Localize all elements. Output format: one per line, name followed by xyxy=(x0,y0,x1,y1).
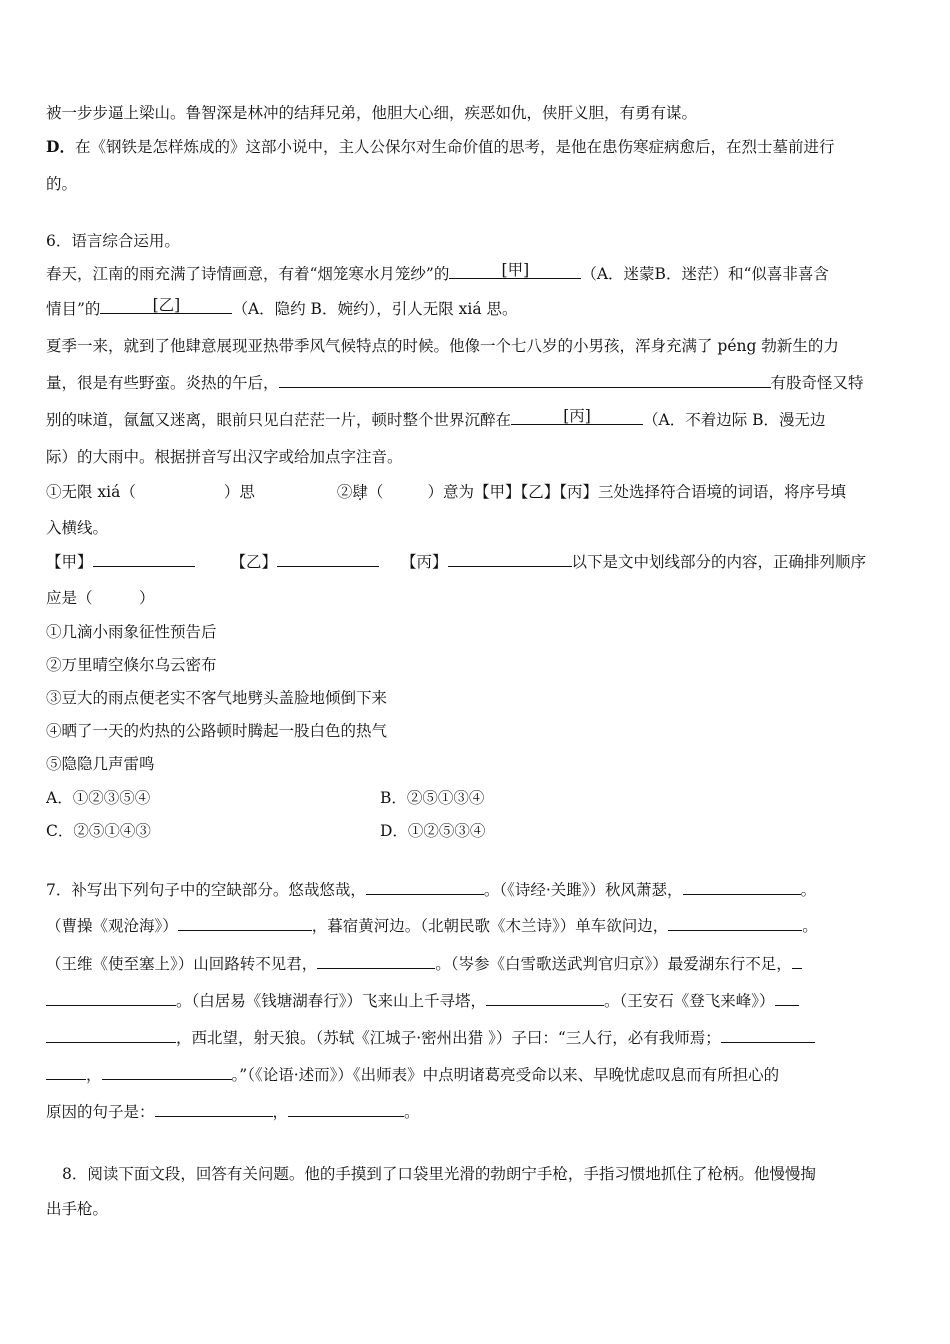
answer-blank[interactable] xyxy=(46,991,176,1006)
text-line: 情目”的 [乙] （A．隐约 B．婉约），引人无限 xiá 思。 xyxy=(46,296,518,318)
answer-blank[interactable] xyxy=(792,954,802,969)
answer-blank[interactable] xyxy=(279,373,771,388)
question-7: 7．补写出下列句子中的空缺部分。悠哉悠哉， 。（《诗经·关雎》）秋风萧瑟， 。 xyxy=(46,881,817,899)
answer-blank[interactable] xyxy=(178,916,312,931)
answer-blank[interactable] xyxy=(721,1028,815,1043)
list-item: ①几滴小雨象征性预告后 xyxy=(46,623,217,641)
text-line: 出手枪。 xyxy=(46,1200,109,1218)
text-line: 原因的句子是： ， 。 xyxy=(46,1103,420,1121)
text-line: 。（白居易《钱塘湖春行》）飞来山上千寻塔， 。（王安石《登飞来峰》） xyxy=(46,991,799,1011)
list-item: ③豆大的雨点便老实不客气地劈头盖脸地倾倒下来 xyxy=(46,689,388,707)
option-letter: D． xyxy=(46,137,75,156)
option-d[interactable]: D．①②⑤③④ xyxy=(380,822,486,840)
text-line: 应是（ ） xyxy=(46,589,155,607)
text-line: 入横线。 xyxy=(46,519,109,537)
list-item: ②万里晴空倏尔乌云密布 xyxy=(46,656,217,674)
text-line: 的。 xyxy=(46,175,78,193)
answer-blank[interactable]: [丙] xyxy=(511,410,643,425)
answer-blank[interactable] xyxy=(46,1065,86,1080)
answer-blank[interactable] xyxy=(288,1102,404,1117)
option-c[interactable]: C．②⑤①④③ xyxy=(46,822,151,840)
question-6-title: 6．语言综合运用。 xyxy=(46,232,180,250)
option-a[interactable]: A．①②③⑤④ xyxy=(46,789,151,807)
answer-blank[interactable] xyxy=(102,1065,232,1080)
answer-blank[interactable] xyxy=(317,954,435,969)
text-line: 【甲】 【乙】 【丙】 以下是文中划线部分的内容，正确排列顺序 xyxy=(46,553,867,571)
list-item: ⑤隐隐几声雷鸣 xyxy=(46,755,155,773)
text-line: ，西北望，射天狼。（苏轼《江城子·密州出猎 》）子曰：“三人行，必有我师焉； xyxy=(46,1028,815,1048)
answer-blank[interactable]: [甲] xyxy=(449,264,581,279)
answer-blank[interactable] xyxy=(46,1028,176,1043)
answer-blank[interactable] xyxy=(277,552,379,567)
text-line: 别的味道，氤氲又迷离，眼前只见白茫茫一片，顿时整个世界沉醉在 [丙] （A．不着边际 B．漫无边 xyxy=(46,407,826,429)
text-line: 被一步步逼上梁山。鲁智深是林冲的结拜兄弟，他胆大心细，疾恶如仇，侠肝义胆，有勇有谋。 xyxy=(46,104,698,122)
text-line: （曹操《观沧海》） ，暮宿黄河边。（北朝民歌《木兰诗》）单车欲问边， 。 xyxy=(46,917,818,935)
answer-blank[interactable] xyxy=(93,552,195,567)
answer-blank[interactable] xyxy=(448,552,572,567)
answer-blank[interactable] xyxy=(683,880,801,895)
answer-blank[interactable] xyxy=(486,991,604,1006)
text-line: 春天，江南的雨充满了诗情画意，有着“烟笼寒水月笼纱”的 [甲] （A．迷蒙B．迷茫）和“似喜非喜含 xyxy=(46,261,829,283)
question-8: 8．阅读下面文段，回答有关问题。他的手摸到了口袋里光滑的勃朗宁手枪，手指习惯地抓住了枪柄。他慢慢掏 xyxy=(62,1165,816,1183)
answer-blank[interactable]: [乙] xyxy=(100,299,232,314)
answer-blank[interactable] xyxy=(775,991,799,1006)
text-line: 夏季一来，就到了他肆意展现亚热带季风气候特点的时候。他像一个七八岁的小男孩，浑身充满了 péng 勃新生的力 xyxy=(46,337,839,355)
answer-blank[interactable] xyxy=(668,916,802,931)
answer-blank[interactable] xyxy=(155,1102,273,1117)
text-line: （王维《使至塞上》）山回路转不见君， 。（岑参《白雪歌送武判官归京》）最爱湖东行不足， xyxy=(46,954,802,974)
text-line: ①无限 xiá（ ）思 ②肆（ ）意为【甲】【乙】【丙】三处选择符合语境的词语，将序号填 xyxy=(46,483,846,501)
text-line: D．在《钢铁是怎样炼成的》这部小说中，主人公保尔对生命价值的思考，是他在患伤寒症病愈后，在烈士墓前进行 xyxy=(46,137,835,156)
text-line: 量，很是有些野蛮。炎热的午后， 有股奇怪又特 xyxy=(46,374,864,392)
text-line: 际）的大雨中。根据拼音写出汉字或给加点字注音。 xyxy=(46,448,403,466)
answer-blank[interactable] xyxy=(366,880,484,895)
option-b[interactable]: B．②⑤①③④ xyxy=(380,789,485,807)
list-item: ④晒了一天的灼热的公路顿时腾起一股白色的热气 xyxy=(46,722,388,740)
text-line: ， 。”（《论语·述而》）《出师表》中点明诸葛亮受命以来、早晚忧虑叹息而有所担心的 xyxy=(46,1065,779,1085)
